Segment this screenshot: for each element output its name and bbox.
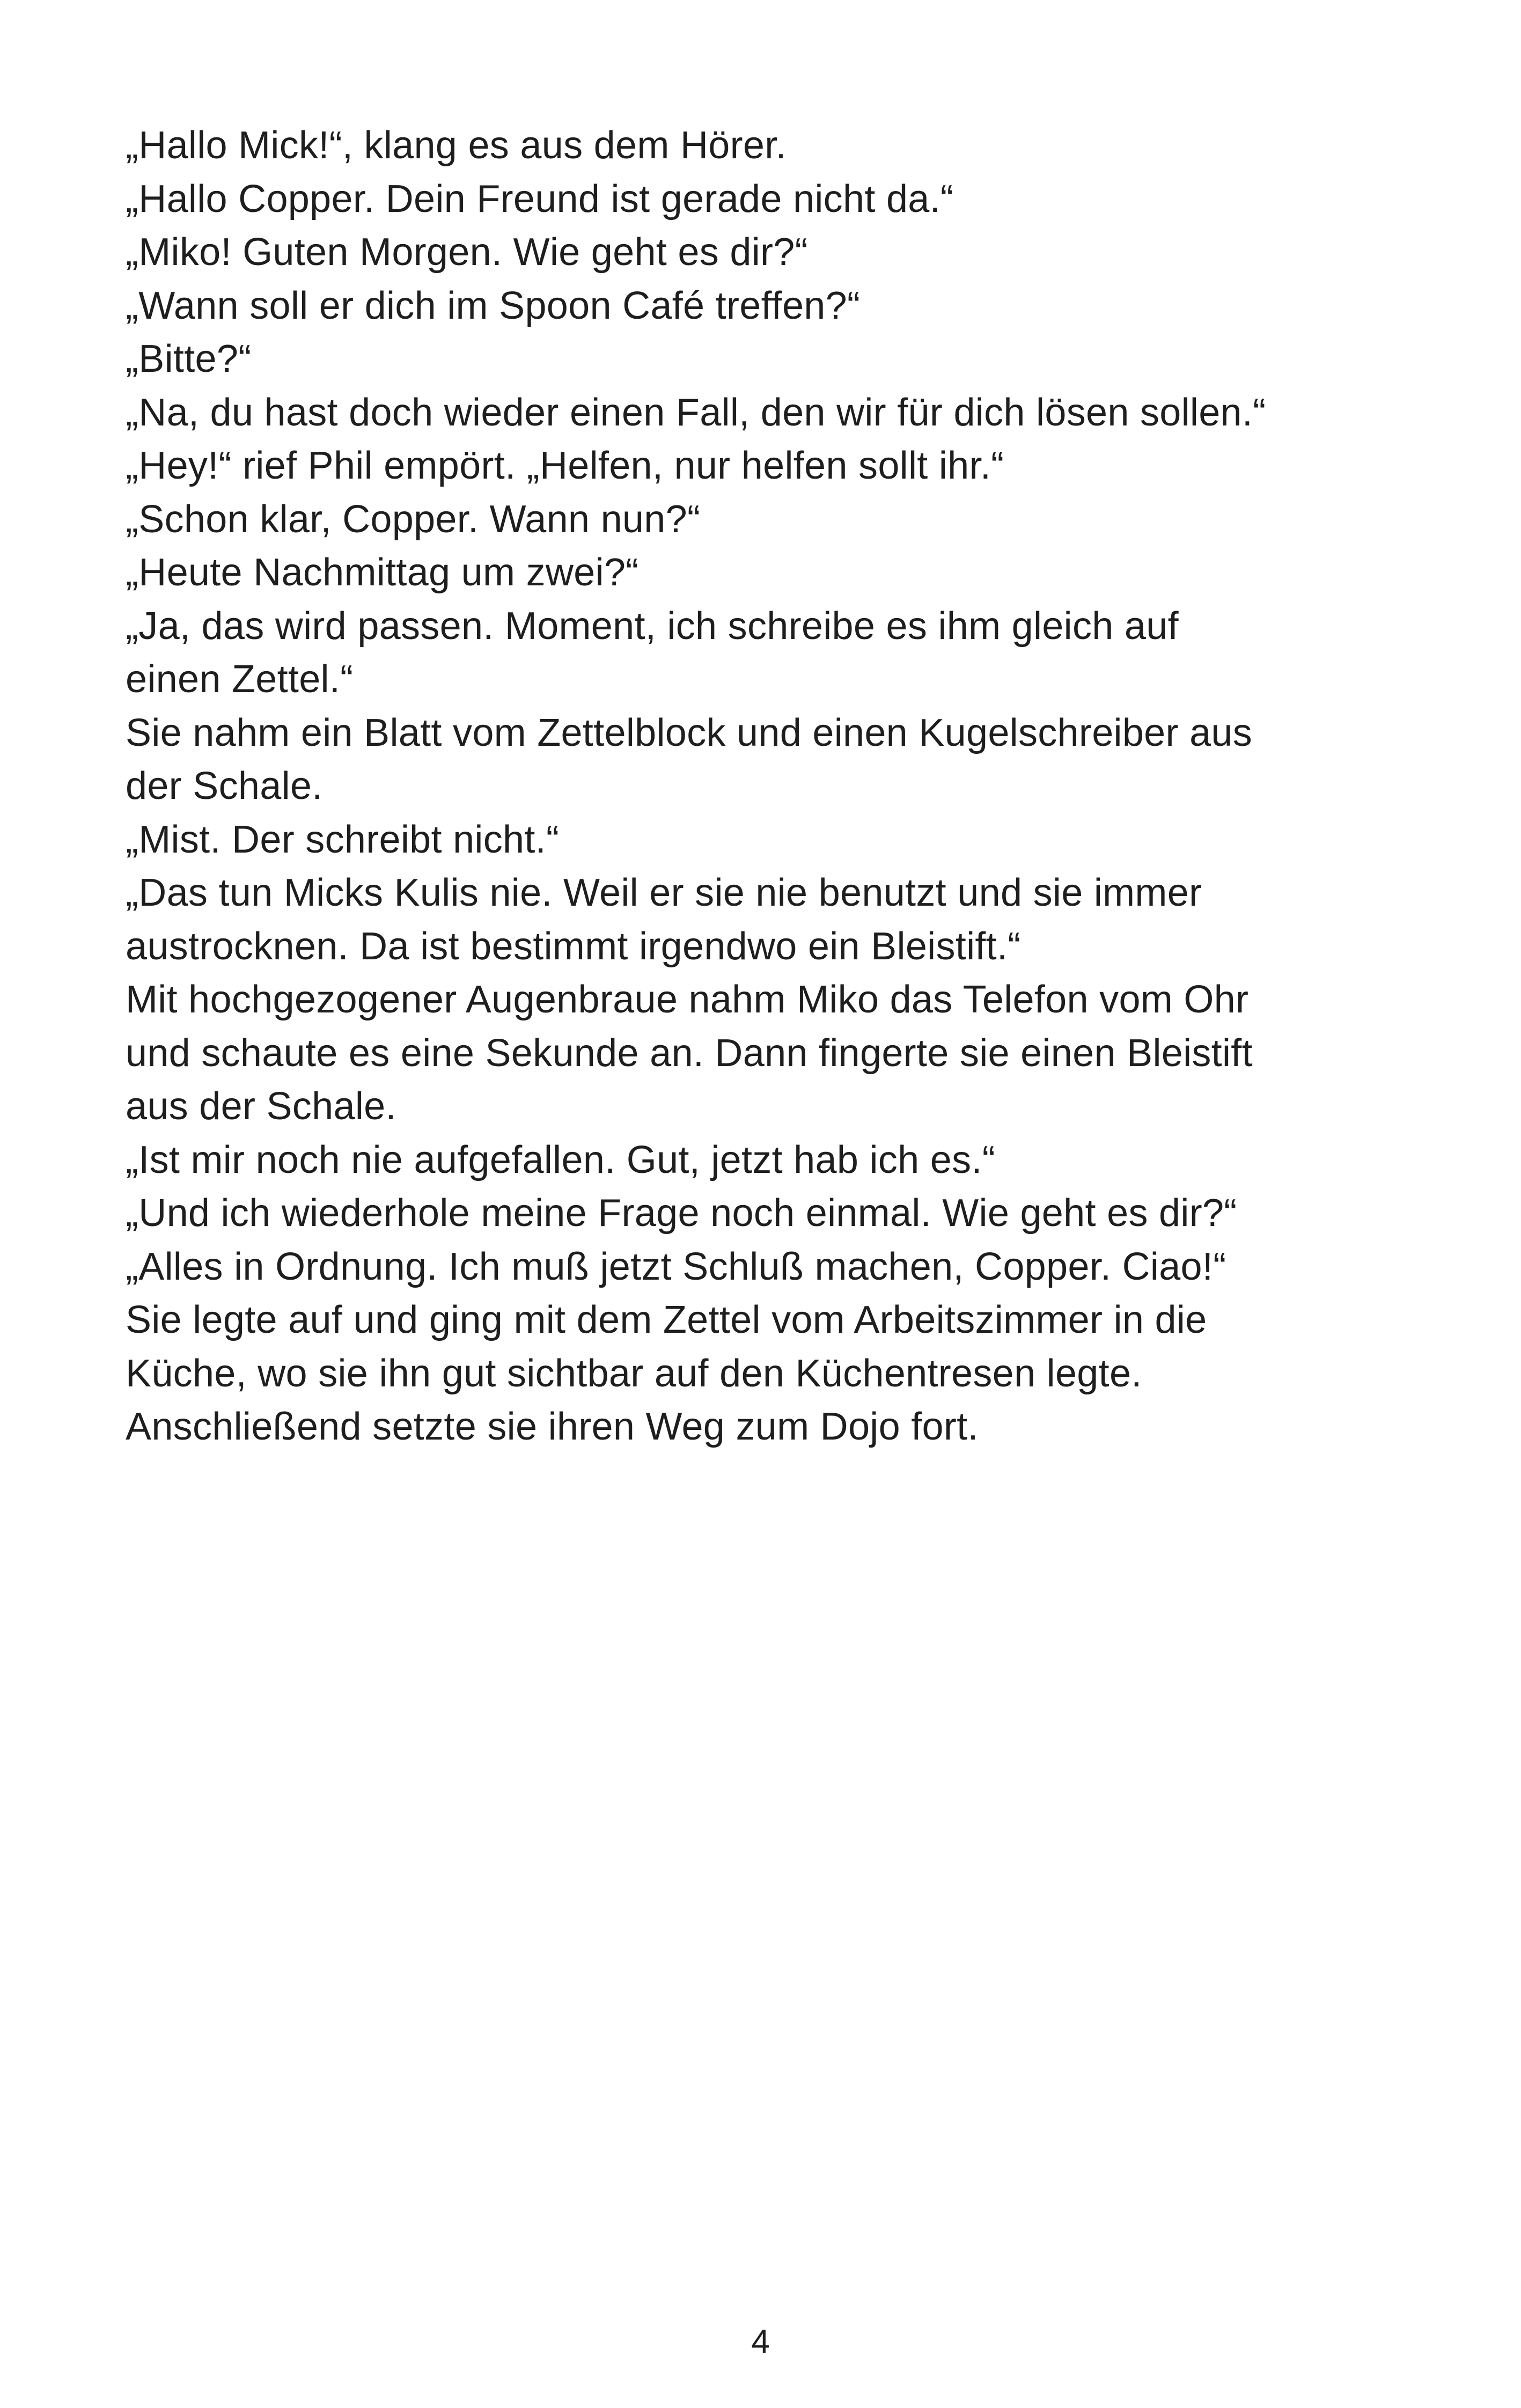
text-line: einen Zettel.“	[126, 658, 354, 701]
text-line: Sie legte auf und ging mit dem Zettel vom Arbeitszimmer in die	[126, 1298, 1207, 1341]
text-line: Mit hochgezogener Augenbraue nahm Miko das Telefon vom Ohr	[126, 978, 1249, 1021]
text-line: austrocknen. Da ist bestimmt irgendwo ein Bleistift.“	[126, 924, 1021, 968]
text-line: „Bitte?“	[126, 337, 252, 380]
text-line: „Heute Nachmittag um zwei?“	[126, 551, 639, 594]
text-line: „Das tun Micks Kulis nie. Weil er sie nie benutzt und sie immer	[126, 871, 1202, 914]
text-line: „Miko! Guten Morgen. Wie geht es dir?“	[126, 231, 808, 274]
text-line: Sie nahm ein Blatt vom Zettelblock und einen Kugelschreiber aus	[126, 711, 1253, 754]
text-line: aus der Schale.	[126, 1085, 396, 1128]
text-line: „Mist. Der schreibt nicht.“	[126, 818, 560, 861]
body-text	[126, 119, 1392, 1454]
text-line: „Hallo Copper. Dein Freund ist gerade nicht da.“	[126, 177, 954, 221]
text-line: und schaute es eine Sekunde an. Dann fingerte sie einen Bleistift	[126, 1031, 1253, 1075]
text-line: „Und ich wiederhole meine Frage noch einmal. Wie geht es dir?“	[126, 1192, 1237, 1235]
text-line: „Na, du hast doch wieder einen Fall, den wir für dich lösen sollen.“	[126, 391, 1266, 434]
text-line: „Alles in Ordnung. Ich muß jetzt Schluß machen, Copper. Ciao!“	[126, 1245, 1226, 1288]
text-line: „Hey!“ rief Phil empört. „Helfen, nur helfen sollt ihr.“	[126, 444, 1004, 487]
text-line: Anschließend setzte sie ihren Weg zum Dojo fort.	[126, 1405, 979, 1448]
text-line: „Ist mir noch nie aufgefallen. Gut, jetzt hab ich es.“	[126, 1138, 995, 1181]
text-line: „Hallo Mick!“, klang es aus dem Hörer.	[126, 124, 787, 167]
page-number: 4	[751, 2323, 770, 2360]
text-line: „Schon klar, Copper. Wann nun?“	[126, 497, 701, 541]
text-line: „Ja, das wird passen. Moment, ich schreibe es ihm gleich auf	[126, 604, 1179, 648]
text-line: „Wann soll er dich im Spoon Café treffen?“	[126, 284, 861, 327]
text-line: der Schale.	[126, 765, 323, 807]
text-line: Küche, wo sie ihn gut sichtbar auf den Küchentresen legte.	[126, 1352, 1142, 1395]
